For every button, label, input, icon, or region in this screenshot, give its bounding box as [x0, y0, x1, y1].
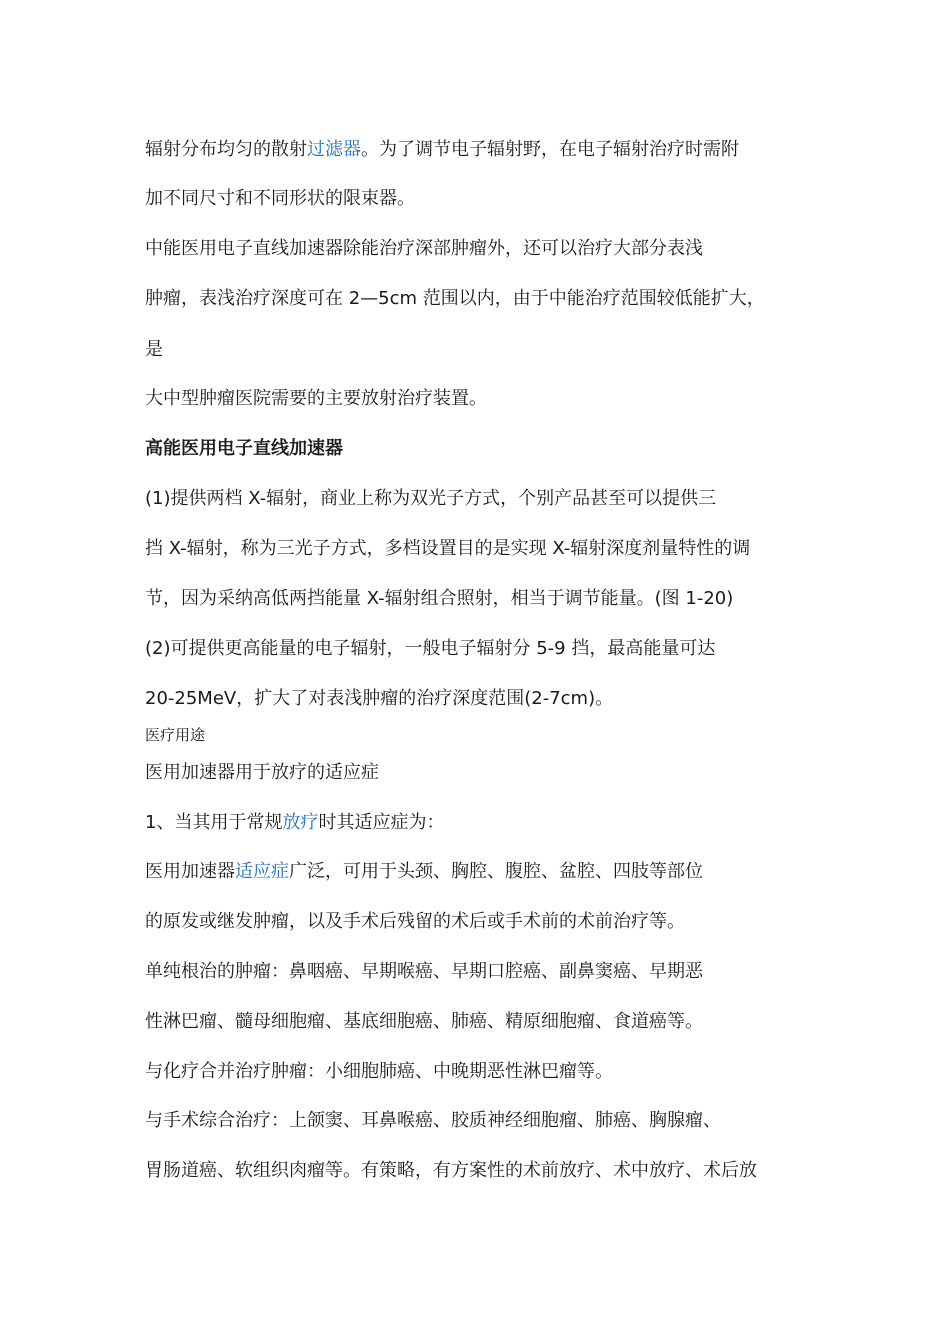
paragraph-line: 加不同尺寸和不同形状的限束器。	[145, 188, 415, 209]
paragraph-line: (1)提供两档 X-辐射，商业上称为双光子方式，个别产品甚至可以提供三	[145, 488, 717, 509]
paragraph-line: 大中型肿瘤医院需要的主要放射治疗装置。	[145, 388, 487, 409]
link-indications[interactable]: 适应症	[235, 861, 289, 882]
paragraph-line: (2)可提供更高能量的电子辐射，一般电子辐射分 5-9 挡，最高能量可达	[145, 638, 716, 659]
link-radiotherapy[interactable]: 放疗	[282, 812, 319, 833]
paragraph-line: 胃肠道癌、软组织肉瘤等。有策略，有方案性的术前放疗、术中放疗、术后放	[145, 1160, 757, 1181]
paragraph-line	[145, 811, 444, 835]
paragraph-line: 的原发或继发肿瘤，以及手术后残留的术后或手术前的术前治疗等。	[145, 911, 685, 932]
paragraph-line: 20-25MeV，扩大了对表浅肿瘤的治疗深度范围(2-7cm)。	[145, 688, 614, 709]
paragraph-line: 挡 X-辐射，称为三光子方式，多档设置目的是实现 X-辐射深度剂量特性的调	[145, 538, 751, 559]
link-filter[interactable]: 过滤器	[307, 139, 361, 160]
paragraph-line: 肿瘤，表浅治疗深度可在 2—5cm 范围以内，由于中能治疗范围较低能扩大，	[145, 288, 765, 309]
section-label: 医疗用途	[145, 726, 206, 744]
text-span: 医用加速器	[145, 861, 235, 882]
paragraph-line: 与化疗合并治疗肿瘤：小细胞肺癌、中晚期恶性淋巴瘤等。	[145, 1061, 613, 1082]
section-heading: 高能医用电子直线加速器	[145, 438, 343, 459]
paragraph-line: 节，因为采纳高低两挡能量 X-辐射组合照射，相当于调节能量。(图 1-20)	[145, 588, 734, 609]
paragraph-line	[145, 138, 739, 162]
paragraph-line: 性淋巴瘤、髓母细胞瘤、基底细胞癌、肺癌、精原细胞瘤、食道癌等。	[145, 1011, 703, 1032]
text-span: 。为了调节电子辐射野，在电子辐射治疗时需附	[361, 139, 739, 160]
paragraph-line: 单纯根治的肿瘤：鼻咽癌、早期喉癌、早期口腔癌、副鼻窦癌、早期恶	[145, 961, 703, 982]
paragraph-line: 是	[145, 339, 163, 360]
paragraph-line: 与手术综合治疗：上颌窦、耳鼻喉癌、胶质神经细胞瘤、肺癌、胸腺瘤、	[145, 1110, 721, 1131]
subheading-line: 医用加速器用于放疗的适应症	[145, 762, 379, 783]
paragraph-line: 中能医用电子直线加速器除能治疗深部肿瘤外，还可以治疗大部分表浅	[145, 238, 703, 259]
paragraph-line	[145, 860, 703, 884]
text-span: 广泛，可用于头颈、胸腔、腹腔、盆腔、四肢等部位	[289, 861, 703, 882]
text-span: 时其适应症为：	[318, 812, 445, 833]
text-span: 1、当其用于常规	[145, 812, 283, 833]
text-span: 辐射分布均匀的散射	[145, 139, 307, 160]
